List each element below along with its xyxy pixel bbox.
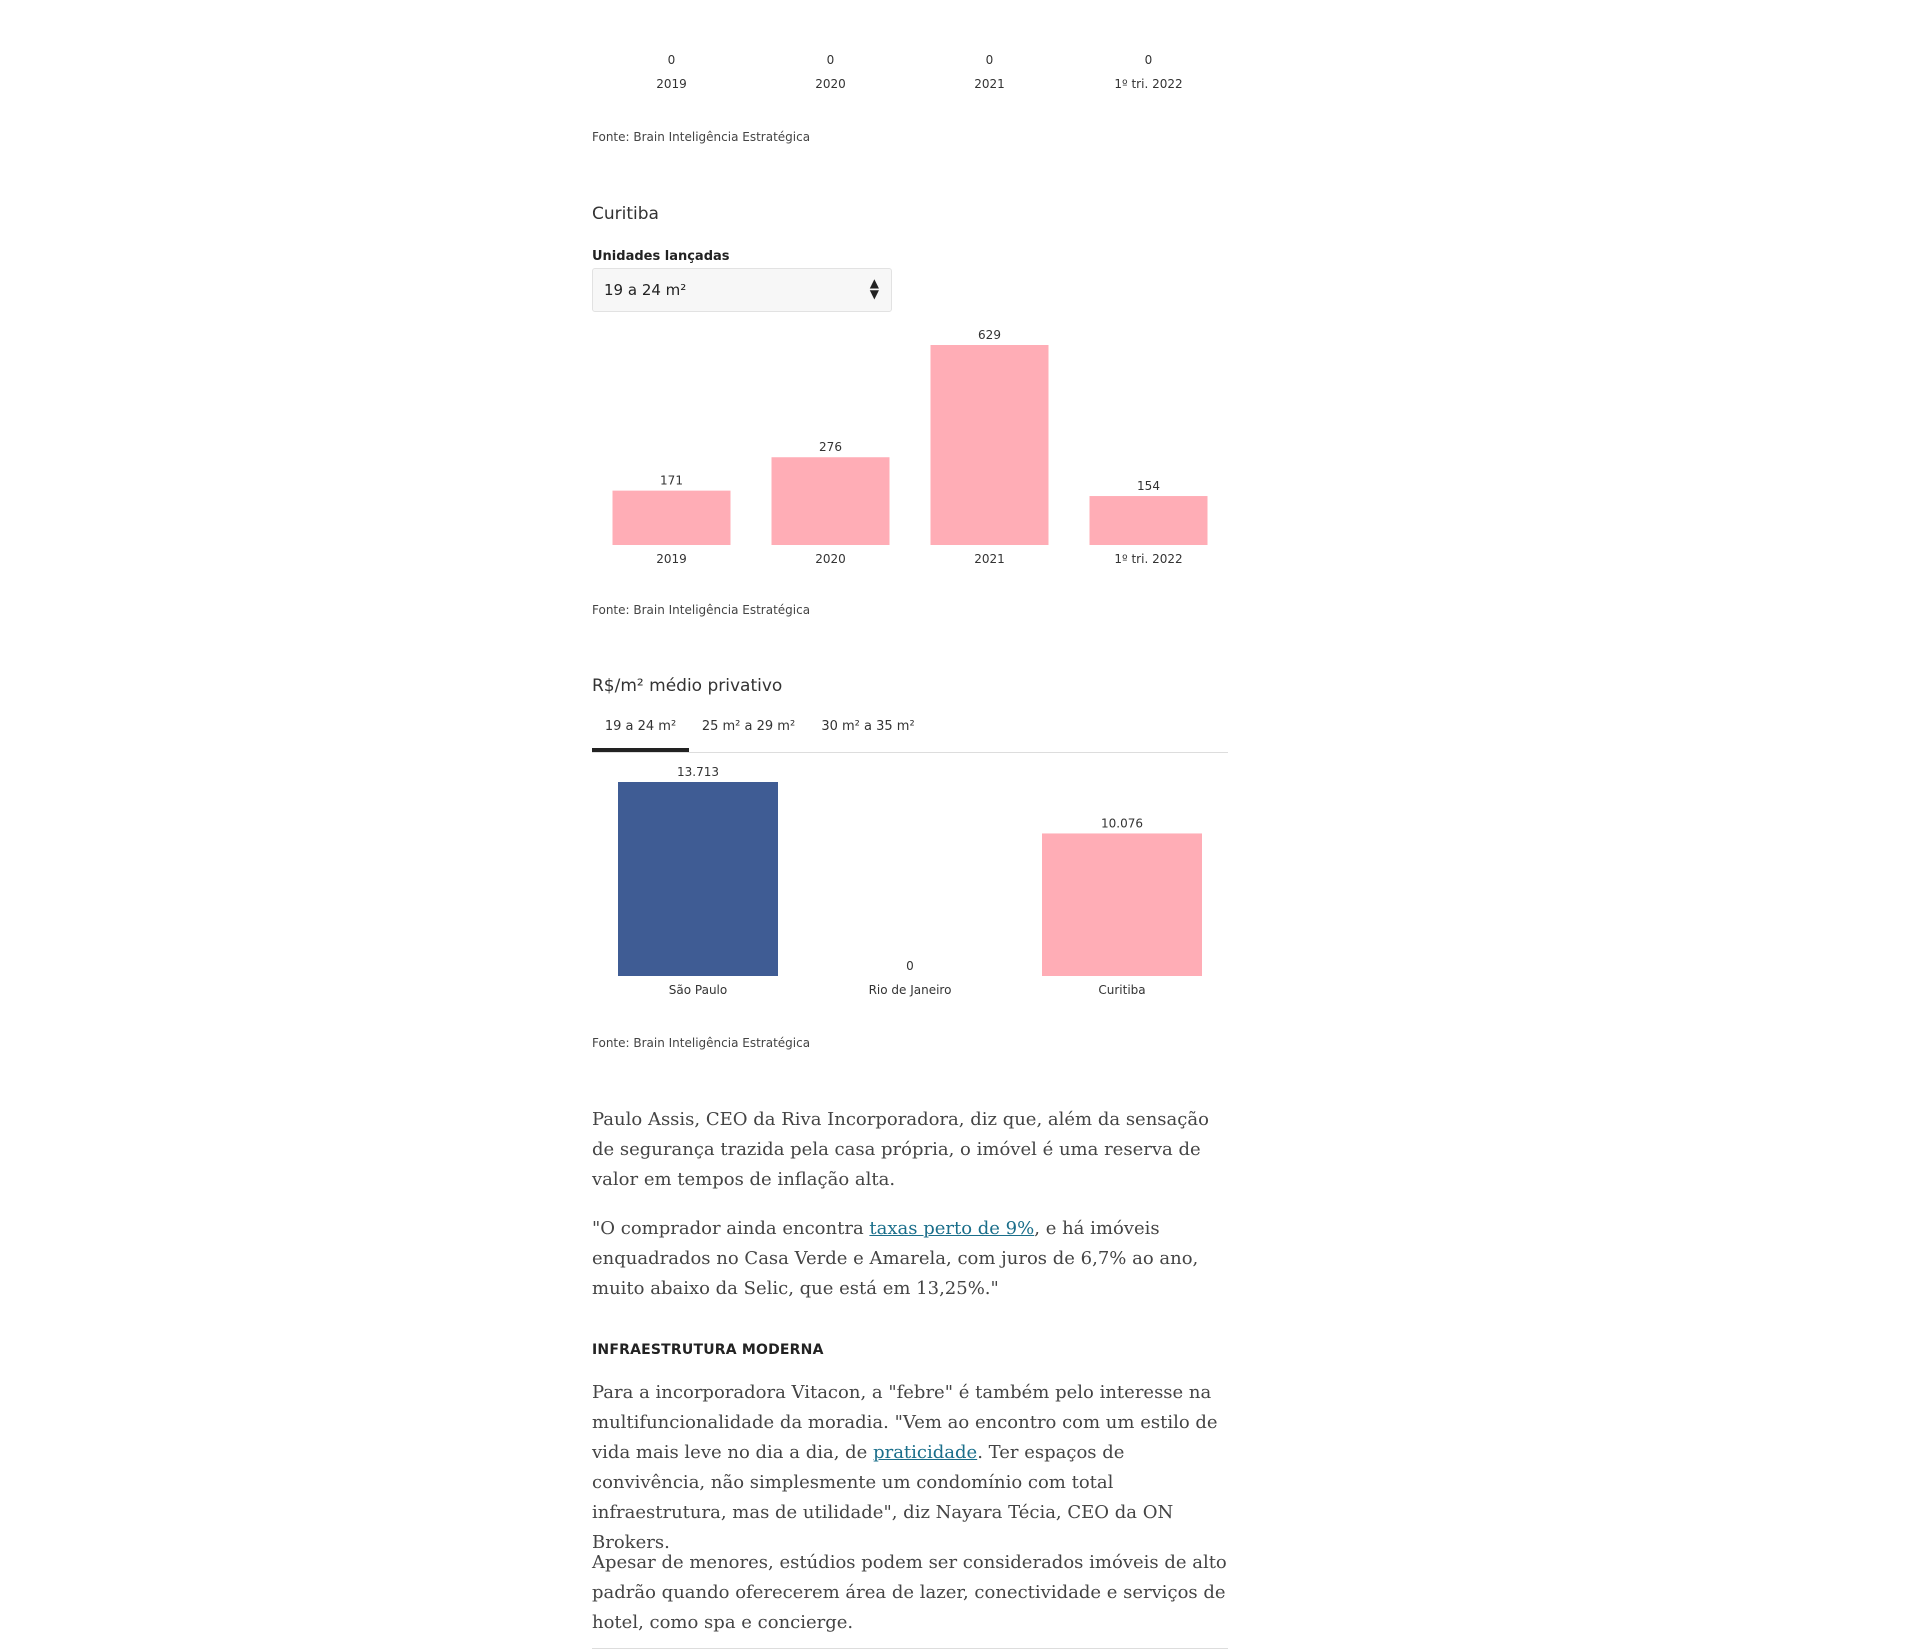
data-label-3: 154 [1137, 479, 1160, 494]
data-label-0: 0 [667, 53, 676, 67]
category-label-1: Rio de Janeiro [868, 983, 952, 997]
chart-title-price: R$/m² médio privativo [592, 676, 783, 696]
data-label-2: 629 [978, 328, 1001, 342]
tab-30-35[interactable]: 30 m² a 35 m² [821, 719, 915, 734]
category-label-0: 2019 [656, 77, 687, 91]
chart-units-previous-svg [592, 50, 1228, 100]
category-label-0: 2019 [656, 552, 687, 566]
category-label-3: 1º tri. 2022 [1114, 77, 1183, 91]
chart-curitiba-units-svg [592, 325, 1228, 575]
size-tabs [592, 710, 1228, 753]
chart-price-per-m2-svg [592, 766, 1228, 1006]
article-paragraph-2: "O comprador ainda encontra taxas perto de 9%, e há imóveis enquadrados no Casa Verde e Amarela, com juros de 6,7% ao ano, muito abaixo da Selic, que está em 13,25%." [592, 1218, 1199, 1299]
bar-0 [613, 491, 731, 545]
category-label-1: 2020 [815, 552, 846, 566]
article-subheading: INFRAESTRUTURA MODERNA [592, 1342, 824, 1358]
article-paragraph-3: Para a incorporadora Vitacon, a "febre" é também pelo interesse na multifuncionalidade da moradia. "Vem ao encontro com um estilo de vida mais leve no dia a dia, de praticidade. Ter espaços de convivência, não simplesmente um condomínio com total infraestrutura, mas de utilidade", diz Nayara Técia, CEO da ON Brokers. [592, 1382, 1218, 1553]
category-label-2: 2021 [974, 552, 1005, 566]
data-label-1: 0 [906, 959, 914, 973]
link-taxas[interactable]: taxas perto de 9% [869, 1218, 1035, 1239]
category-label-3: 1º tri. 2022 [1114, 552, 1183, 566]
data-label-1: 0 [826, 53, 835, 67]
data-label-2: 10.076 [1101, 816, 1143, 831]
data-label-1: 276 [819, 440, 842, 455]
chart-source-3: Fonte: Brain Inteligência Estratégica [592, 1036, 811, 1050]
chart-title-curitiba: Curitiba [592, 204, 659, 224]
data-label-3: 0 [1144, 53, 1153, 67]
link-praticidade[interactable]: praticidade [873, 1442, 978, 1463]
chart-curitiba-units [592, 325, 1228, 575]
category-label-2: Curitiba [1098, 983, 1146, 997]
units-selector-value: 19 a 24 m² [604, 281, 687, 299]
units-selector[interactable] [592, 268, 892, 312]
chart-price-per-m2 [592, 766, 1228, 1006]
select-arrows-icon: ▲ ▼ [869, 276, 879, 301]
article-paragraph-1: Paulo Assis, CEO da Riva Incorporadora, diz que, além da sensação de segurança trazida pela casa própria, o imóvel é uma reserva de valor em tempos de inflação alta. [592, 1109, 1209, 1190]
category-label-1: 2020 [815, 77, 846, 91]
bar-0 [618, 782, 778, 976]
category-label-0: São Paulo [668, 983, 728, 997]
tab-25-29[interactable]: 25 m² a 29 m² [701, 719, 796, 734]
divider [592, 1648, 1228, 1649]
units-selector-label: Unidades lançadas [592, 249, 730, 264]
data-label-0: 13.713 [677, 766, 719, 779]
tab-19-24[interactable]: 19 a 24 m² [592, 710, 689, 752]
category-label-2: 2021 [974, 77, 1005, 91]
bar-2 [931, 345, 1049, 545]
bar-3 [1090, 496, 1208, 545]
data-label-2: 0 [985, 53, 994, 67]
article-paragraph-4: Apesar de menores, estúdios podem ser considerados imóveis de alto padrão quando oferecerem área de lazer, conectividade e serviços de hotel, como spa e concierge. [592, 1552, 1227, 1633]
bar-1 [772, 457, 890, 545]
chart-units-previous [592, 50, 1228, 100]
chart-source-1: Fonte: Brain Inteligência Estratégica [592, 130, 811, 144]
bar-2 [1042, 833, 1202, 976]
chart-source-2: Fonte: Brain Inteligência Estratégica [592, 603, 811, 617]
data-label-0: 171 [660, 473, 683, 488]
